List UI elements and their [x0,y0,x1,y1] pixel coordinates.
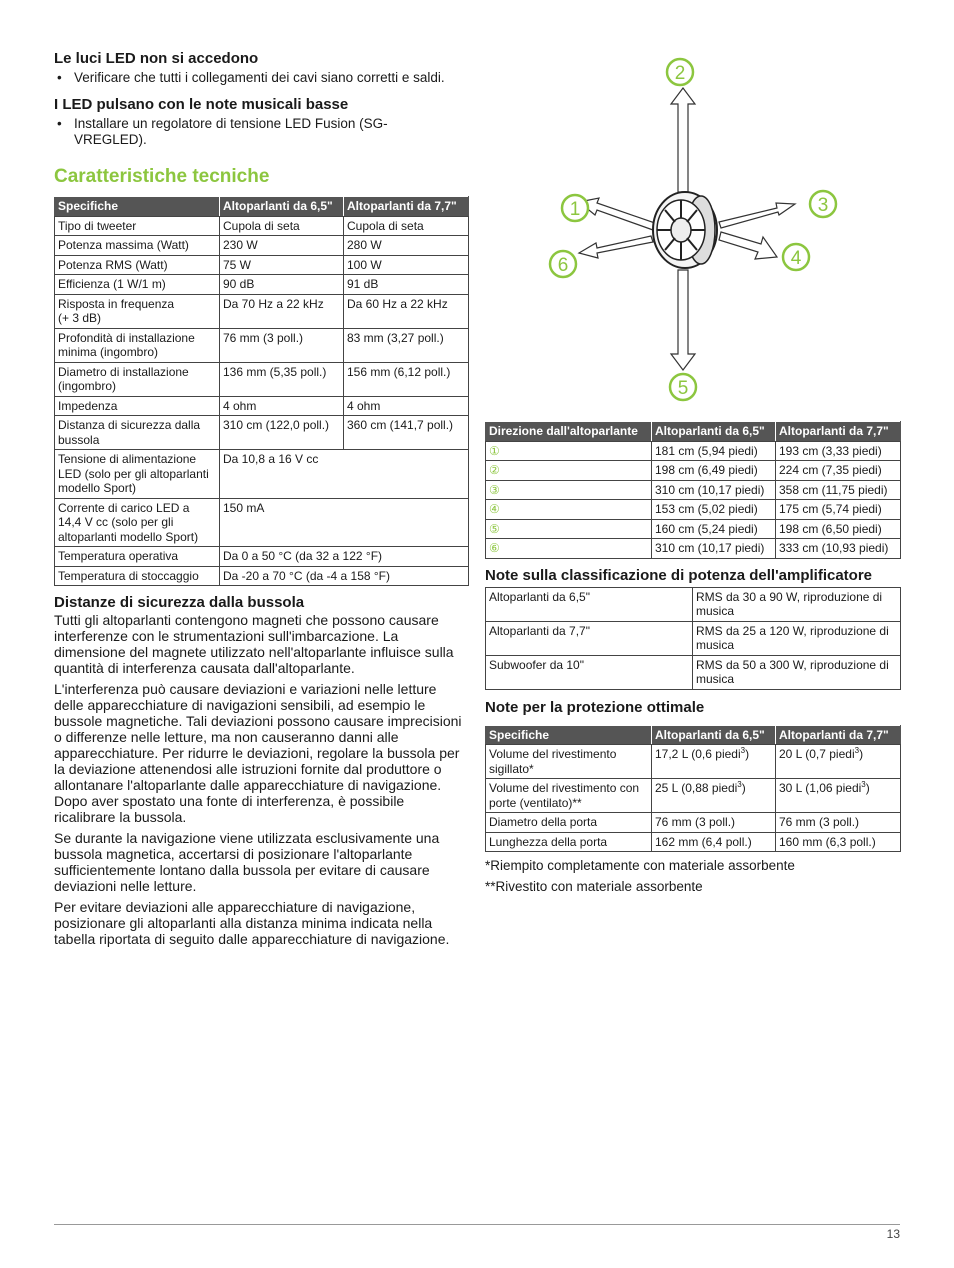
table-cell: Diametro della porta [486,813,652,833]
table-cell: Altoparlanti da 6,5" [486,587,693,621]
table-cell: Da 10,8 a 16 V cc [220,450,469,499]
table-row [55,236,469,256]
table-cell: Cupola di seta [220,216,344,236]
table-row [55,547,469,567]
note-1: *Riempito completamente con materiale assorbente [485,858,795,873]
table-cell: 90 dB [220,275,344,295]
label-4 [783,244,809,270]
table-row [486,587,901,621]
paragraph-4: Per evitare deviazioni alle apparecchiature di navigazione, posizionare gli altoparlanti alla distanza minima indicata nella tabella riportata di seguito dalle apparecchiature di navigazione. [54,899,450,947]
label-2 [667,59,693,85]
table-cell: 198 cm (6,49 piedi) [652,461,776,481]
table-row [486,441,901,461]
table-cell: 150 mA [220,498,469,547]
table-cell: Tensione di alimentazione LED (solo per gli altoparlanti modello Sport) [55,450,220,499]
table-cell: 280 W [344,236,469,256]
speaker-direction-diagram [485,52,900,402]
table-cell: Potenza RMS (Watt) [55,255,220,275]
svg-text:2: 2 [674,63,686,84]
table-cell: 75 W [220,255,344,275]
direction-label: ② [486,461,652,481]
superscript: 3 [737,780,742,789]
table-row [486,539,901,559]
table-cell: 224 cm (7,35 piedi) [776,461,901,481]
table-header-cell: Altoparlanti da 7,7" [776,422,901,442]
table-header-cell: Altoparlanti da 7,7" [776,725,901,745]
table-cell: Altoparlanti da 7,7" [486,621,693,655]
table-cell: 76 mm (3 poll.) [652,813,776,833]
table-row [486,779,901,813]
svg-text:5: 5 [677,378,689,399]
table-cell: Corrente di carico LED a 14,4 V cc (solo per gli altoparlanti modello Sport) [55,498,220,547]
specs-title: Caratteristiche tecniche [54,166,270,187]
superscript: 3 [861,780,866,789]
table-row [55,216,469,236]
table-cell: 333 cm (10,93 piedi) [776,539,901,559]
protection-header-row [486,725,901,745]
table-row [55,416,469,450]
table-cell: Distanza di sicurezza dalla bussola [55,416,220,450]
label-6 [550,251,576,277]
table-header-cell: Direzione dall'altoparlante [486,422,652,442]
table-cell: Temperatura di stoccaggio [55,566,220,586]
table-cell: 83 mm (3,27 poll.) [344,328,469,362]
table-cell: 310 cm (10,17 piedi) [652,480,776,500]
table-row [486,500,901,520]
arrow-4-icon [719,232,777,259]
table-row [55,450,469,499]
table-cell: 25 L (0,88 piedi$^3$) [652,779,776,813]
specs-table [54,196,469,586]
table-cell: Efficienza (1 W/1 m) [55,275,220,295]
table-cell: Subwoofer da 10" [486,655,693,689]
table-cell: Da -20 a 70 °C (da -4 a 158 °F) [220,566,469,586]
table-header-cell: Altoparlanti da 6,5" [652,725,776,745]
table-cell: Volume del rivestimento sigillato* [486,745,652,779]
table-cell: 181 cm (5,94 piedi) [652,441,776,461]
table-cell: 4 ohm [344,396,469,416]
table-cell: 17,2 L (0,6 piedi$^3$) [652,745,776,779]
label-1 [562,195,588,221]
table-row [55,396,469,416]
table-row [486,461,901,481]
paragraph-3: Se durante la navigazione viene utilizzata esclusivamente una bussola magnetica, accertarsi di posizionare l'altoparlante sufficientemente lontano dalla bussola per evitare di causare deviazioni nelle letture. [54,830,440,894]
svg-text:1: 1 [569,199,581,220]
arrow-3-icon [719,203,795,228]
table-header-cell: Altoparlanti da 7,7" [344,197,469,217]
table-cell: Cupola di seta [344,216,469,236]
table-cell: 76 mm (3 poll.) [776,813,901,833]
table-row [486,832,901,852]
table-row [55,362,469,396]
protection-title: Note per la protezione ottimale [485,698,705,716]
arrow-1-icon [579,198,655,230]
protection-table [485,725,901,853]
table-row [55,566,469,586]
table-cell: 358 cm (11,75 piedi) [776,480,901,500]
direction-label: ⑤ [486,519,652,539]
table-cell: Impedenza [55,396,220,416]
specs-body [55,216,469,586]
superscript: 3 [740,746,746,755]
table-row [55,255,469,275]
table-cell: 175 cm (5,74 piedi) [776,500,901,520]
table-row [486,813,901,833]
table-cell: 310 cm (122,0 poll.) [220,416,344,450]
table-cell: RMS da 25 a 120 W, riproduzione di musica [693,621,901,655]
amp-table [485,587,901,690]
label-3 [810,191,836,217]
table-row [55,498,469,547]
table-cell: Potenza massima (Watt) [55,236,220,256]
direction-label: ① [486,441,652,461]
label-5 [670,374,696,400]
left-column [54,50,468,947]
table-row [486,621,901,655]
table-cell: Tipo di tweeter [55,216,220,236]
table-cell: Diametro di installazione (ingombro) [55,362,220,396]
arrow-2-icon [671,88,695,192]
direction-label: ④ [486,500,652,520]
table-cell: 193 cm (3,33 piedi) [776,441,901,461]
amp-title: Note sulla classificazione di potenza dell'amplificatore [485,566,873,584]
arrow-5-icon [671,270,695,370]
table-cell: Profondità di installazione minima (ingombro) [55,328,220,362]
table-cell: 153 cm (5,02 piedi) [652,500,776,520]
table-cell: 30 L (1,06 piedi$^3$) [776,779,901,813]
table-cell: 91 dB [344,275,469,295]
table-cell: 160 cm (5,24 piedi) [652,519,776,539]
table-row [486,745,901,779]
led-pulse-title: I LED pulsano con le note musicali basse [54,96,349,113]
amp-body [486,587,901,689]
table-cell: RMS da 30 a 90 W, riproduzione di musica [693,587,901,621]
direction-header-row [486,422,901,442]
table-header-cell: Altoparlanti da 6,5" [652,422,776,442]
table-cell: Volume del rivestimento con porte (ventilato)** [486,779,652,813]
protection-body [486,745,901,852]
table-cell: Da 70 Hz a 22 kHz [220,294,344,328]
table-cell: Temperatura operativa [55,547,220,567]
paragraph-1: Tutti gli altoparlanti contengono magneti che possono causare interferenze con le strumentazioni sull'imbarcazione. La dimensione del magnete utilizzato nell'altoparlante influisce sulla quantità di interferenza causata dall'altoparlante. [54,612,454,676]
speaker-icon [653,192,717,268]
table-cell: 162 mm (6,4 poll.) [652,832,776,852]
table-cell: 136 mm (5,35 poll.) [220,362,344,396]
table-cell: 76 mm (3 poll.) [220,328,344,362]
table-cell: 4 ohm [220,396,344,416]
svg-text:4: 4 [790,248,802,269]
paragraph-2: L'interferenza può causare deviazioni e variazioni nelle letture delle apparecchiature di navigazioni sensibili, ad esempio le bussole magnetiche. Tali deviazioni possono causare imprecisioni o differenze nelle letture, ma non causeranno danni alle apparecchiature. Per ridurre le deviazioni, regolare la bussola per la deviazione attenendosi alle istruzioni fornite dal produttore o allontanare l'altoparlante dalle apparecchiature di navigazione. Dopo aver spostato una fonte di interferenza, è possibile ricalibrare la bussola. [54,681,462,825]
table-cell: 100 W [344,255,469,275]
table-row [55,275,469,295]
direction-table [485,421,901,559]
table-cell: 160 mm (6,3 poll.) [776,832,901,852]
table-cell: 310 cm (10,17 piedi) [652,539,776,559]
table-cell: Lunghezza della porta [486,832,652,852]
footer-divider [54,1224,900,1225]
arrow-6-icon [579,236,653,258]
table-header-cell: Specifiche [486,725,652,745]
svg-text:3: 3 [817,195,829,216]
table-cell: RMS da 50 a 300 W, riproduzione di musica [693,655,901,689]
table-cell: Risposta in frequenza (+ 3 dB) [55,294,220,328]
table-cell: 156 mm (6,12 poll.) [344,362,469,396]
table-row [55,294,469,328]
table-cell: 20 L (0,7 piedi$^3$) [776,745,901,779]
page-number: 13 [886,1227,900,1241]
direction-label: ⑥ [486,539,652,559]
direction-label: ③ [486,480,652,500]
direction-body [486,441,901,558]
compass-title: Distanze di sicurezza dalla bussola [54,594,305,611]
led-off-bullet: • Verificare che tutti i collegamenti dei cavi siano corretti e saldi. [57,70,445,85]
superscript: 3 [854,746,860,755]
table-cell: 198 cm (6,50 piedi) [776,519,901,539]
table-cell: 360 cm (141,7 poll.) [344,416,469,450]
table-row [486,655,901,689]
specs-header-row [55,197,469,217]
table-header-cell: Altoparlanti da 6,5" [220,197,344,217]
note-2: **Rivestito con materiale assorbente [485,879,703,894]
table-row [55,328,469,362]
table-cell: 230 W [220,236,344,256]
table-row [486,480,901,500]
led-pulse-bullet: • Installare un regolatore di tensione LED Fusion (SG-VREGLED). [57,116,388,147]
svg-text:6: 6 [557,255,569,276]
table-cell: Da 60 Hz a 22 kHz [344,294,469,328]
led-off-title: Le luci LED non si accedono [54,50,259,67]
table-header-cell: Specifiche [55,197,220,217]
table-cell: Da 0 a 50 °C (da 32 a 122 °F) [220,547,469,567]
right-column [485,52,900,895]
table-row [486,519,901,539]
